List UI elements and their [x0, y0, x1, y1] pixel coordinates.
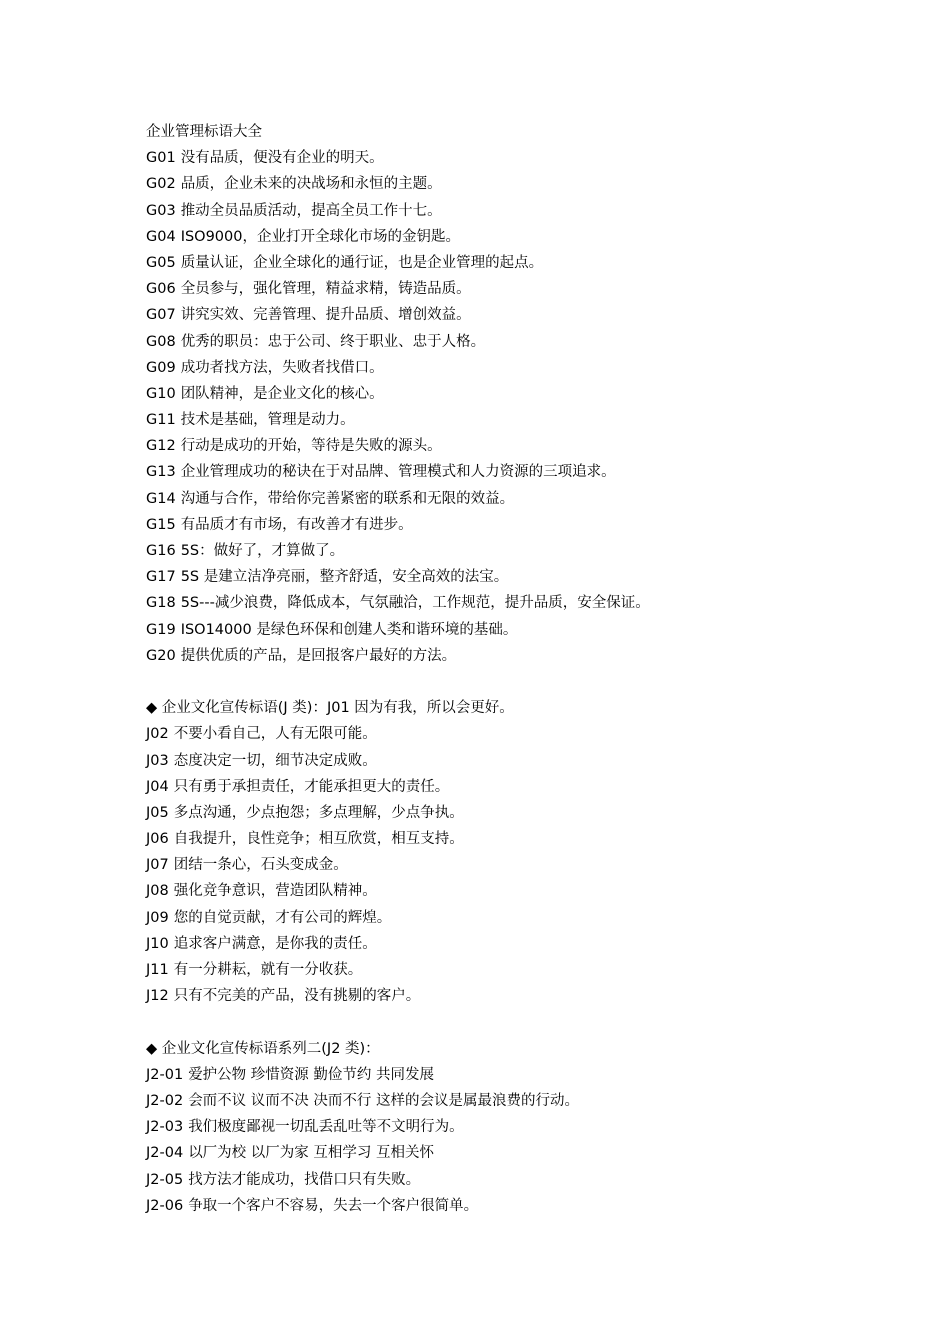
slogan-code: J2-04 [146, 1145, 184, 1162]
slogan-text: 讲究实效、完善管理、提升品质、增创效益。 [180, 307, 471, 324]
slogan-text: 找方法才能成功，找借口只有失败。 [188, 1171, 421, 1188]
slogan-line [146, 748, 906, 774]
slogan-code: G20 [146, 647, 176, 664]
slogan-text: 技术是基础，管理是动力。 [180, 412, 355, 429]
slogan-code: G18 [146, 595, 176, 612]
slogan-line [146, 145, 906, 171]
section-gap [146, 1009, 906, 1035]
slogan-text: 不要小看自己，人有无限可能。 [173, 726, 377, 743]
slogan-text: 自我提升，良性竞争；相互欣赏，相互支持。 [173, 831, 464, 848]
slogan-line [146, 250, 906, 276]
slogan-text: 我们极度鄙视一切乱丢乱吐等不文明行为。 [188, 1119, 464, 1136]
slogan-line [146, 590, 906, 616]
slogan-line [146, 486, 906, 512]
slogan-line [146, 198, 906, 224]
slogan-code: J2-05 [146, 1171, 184, 1188]
slogan-code: G17 [146, 569, 176, 586]
slogan-line [146, 905, 906, 931]
document-page [146, 119, 906, 1219]
slogan-line [146, 826, 906, 852]
slogan-text: 5S---减少浪费，降低成本，气氛融洽，工作规范，提升品质，安全保证。 [180, 595, 650, 612]
slogan-line [146, 302, 906, 328]
slogan-line [146, 433, 906, 459]
slogan-line [146, 957, 906, 983]
slogan-code: J04 [146, 778, 169, 795]
slogan-line [146, 1062, 906, 1088]
slogan-line [146, 224, 906, 250]
slogan-code: J02 [146, 726, 169, 743]
slogan-line [146, 276, 906, 302]
slogan-line [146, 1114, 906, 1140]
slogan-line [146, 617, 906, 643]
slogan-line [146, 171, 906, 197]
slogan-code: J2-03 [146, 1119, 184, 1136]
slogan-line [146, 1193, 906, 1219]
slogan-code: G12 [146, 438, 176, 455]
slogan-code: J03 [146, 752, 169, 769]
slogan-line [146, 800, 906, 826]
slogan-code: G02 [146, 176, 176, 193]
slogan-code: G04 [146, 228, 176, 245]
slogan-text: ISO14000 是绿色环保和创建人类和谐环境的基础。 [180, 621, 518, 638]
slogan-text: 爱护公物 珍惜资源 勤俭节约 共同发展 [188, 1066, 435, 1083]
section-heading: ◆ 企业文化宣传标语(J 类)：J01 因为有我，所以会更好。 [146, 700, 514, 717]
slogan-text: ISO9000，企业打开全球化市场的金钥匙。 [180, 228, 460, 245]
slogan-line [146, 459, 906, 485]
slogan-line [146, 381, 906, 407]
slogan-code: J10 [146, 935, 169, 952]
slogan-line [146, 1140, 906, 1166]
section-heading: ◆ 企业文化宣传标语系列二(J2 类)： [146, 1040, 380, 1057]
slogan-line [146, 878, 906, 904]
slogan-text: 推动全员品质活动，提高全员工作十七。 [180, 202, 442, 219]
document-title: 企业管理标语大全 [146, 124, 262, 140]
slogan-code: G19 [146, 621, 176, 638]
slogan-code: J12 [146, 988, 169, 1005]
slogan-code: J07 [146, 857, 169, 874]
slogan-code: G13 [146, 464, 176, 481]
slogan-text: 5S：做好了，才算做了。 [180, 543, 345, 559]
slogan-text: 只有不完美的产品，没有挑剔的客户。 [173, 988, 421, 1005]
slogan-text: 质量认证，企业全球化的通行证，也是企业管理的起点。 [180, 254, 544, 271]
slogan-code: G07 [146, 307, 176, 324]
slogan-text: 5S 是建立洁净亮丽，整齐舒适，安全高效的法宝。 [180, 569, 509, 586]
slogan-code: J11 [146, 962, 169, 978]
slogan-line [146, 721, 906, 747]
slogan-code: G05 [146, 254, 176, 271]
slogan-code: G14 [146, 490, 176, 507]
slogan-text: 行动是成功的开始，等待是失败的源头。 [180, 438, 442, 455]
slogan-code: J2-06 [146, 1197, 184, 1214]
slogan-text: 态度决定一切，细节决定成败。 [173, 752, 377, 769]
slogan-code: J05 [146, 804, 169, 821]
slogan-line [146, 407, 906, 433]
slogan-code: G08 [146, 333, 176, 350]
slogan-code: J09 [146, 909, 169, 926]
slogan-text: 优秀的职员：忠于公司、终于职业、忠于人格。 [180, 333, 486, 350]
slogan-text: 团队精神，是企业文化的核心。 [180, 385, 384, 402]
slogan-code: G11 [146, 412, 176, 429]
slogan-text: 全员参与，强化管理，精益求精，铸造品质。 [180, 281, 471, 298]
slogan-text: 以厂为校 以厂为家 互相学习 互相关怀 [188, 1145, 435, 1162]
slogan-line [146, 538, 906, 564]
slogan-text: 团结一条心，石头变成金。 [173, 857, 348, 874]
slogan-line [146, 931, 906, 957]
slogan-line [146, 983, 906, 1009]
slogan-text: 品质，企业未来的决战场和永恒的主题。 [180, 176, 442, 193]
slogan-line [146, 564, 906, 590]
slogan-code: G03 [146, 202, 176, 219]
slogan-line [146, 1088, 906, 1114]
slogan-text: 追求客户满意，是你我的责任。 [173, 935, 377, 952]
slogan-code: J08 [146, 883, 169, 900]
slogan-line [146, 852, 906, 878]
slogan-text: 企业管理成功的秘诀在于对品牌、管理模式和人力资源的三项追求。 [180, 464, 616, 481]
slogan-text: 有一分耕耘，就有一分收获。 [173, 962, 363, 978]
slogan-text: 没有品质，便没有企业的明天。 [180, 150, 384, 167]
slogan-code: J2-01 [146, 1066, 184, 1083]
slogan-line [146, 1167, 906, 1193]
slogan-text: 有品质才有市场，有改善才有进步。 [180, 516, 413, 533]
slogan-text: 争取一个客户不容易，失去一个客户很简单。 [188, 1197, 479, 1214]
slogan-code: G16 [146, 543, 176, 559]
slogan-line [146, 774, 906, 800]
slogan-code: G06 [146, 281, 176, 298]
slogan-code: G01 [146, 150, 176, 167]
slogan-text: 沟通与合作，带给你完善紧密的联系和无限的效益。 [180, 490, 515, 507]
slogan-text: 提供优质的产品，是回报客户最好的方法。 [180, 647, 457, 664]
slogan-code: J2-02 [146, 1092, 184, 1109]
slogan-text: 强化竞争意识，营造团队精神。 [173, 883, 377, 900]
slogan-code: G09 [146, 359, 176, 376]
slogan-text: 多点沟通，少点抱怨；多点理解，少点争执。 [173, 804, 464, 821]
slogan-code: G10 [146, 385, 176, 402]
slogan-code: J06 [146, 831, 169, 848]
section-gap [146, 669, 906, 695]
slogan-text: 只有勇于承担责任，才能承担更大的责任。 [173, 778, 450, 795]
slogan-sections [146, 145, 906, 1219]
slogan-text: 您的自觉贡献，才有公司的辉煌。 [173, 909, 392, 926]
slogan-text: 会而不议 议而不决 决而不行 这样的会议是属最浪费的行动。 [188, 1092, 580, 1109]
slogan-line [146, 643, 906, 669]
slogan-line [146, 355, 906, 381]
slogan-text: 成功者找方法，失败者找借口。 [180, 359, 384, 376]
slogan-code: G15 [146, 516, 176, 533]
slogan-line [146, 512, 906, 538]
slogan-line [146, 329, 906, 355]
